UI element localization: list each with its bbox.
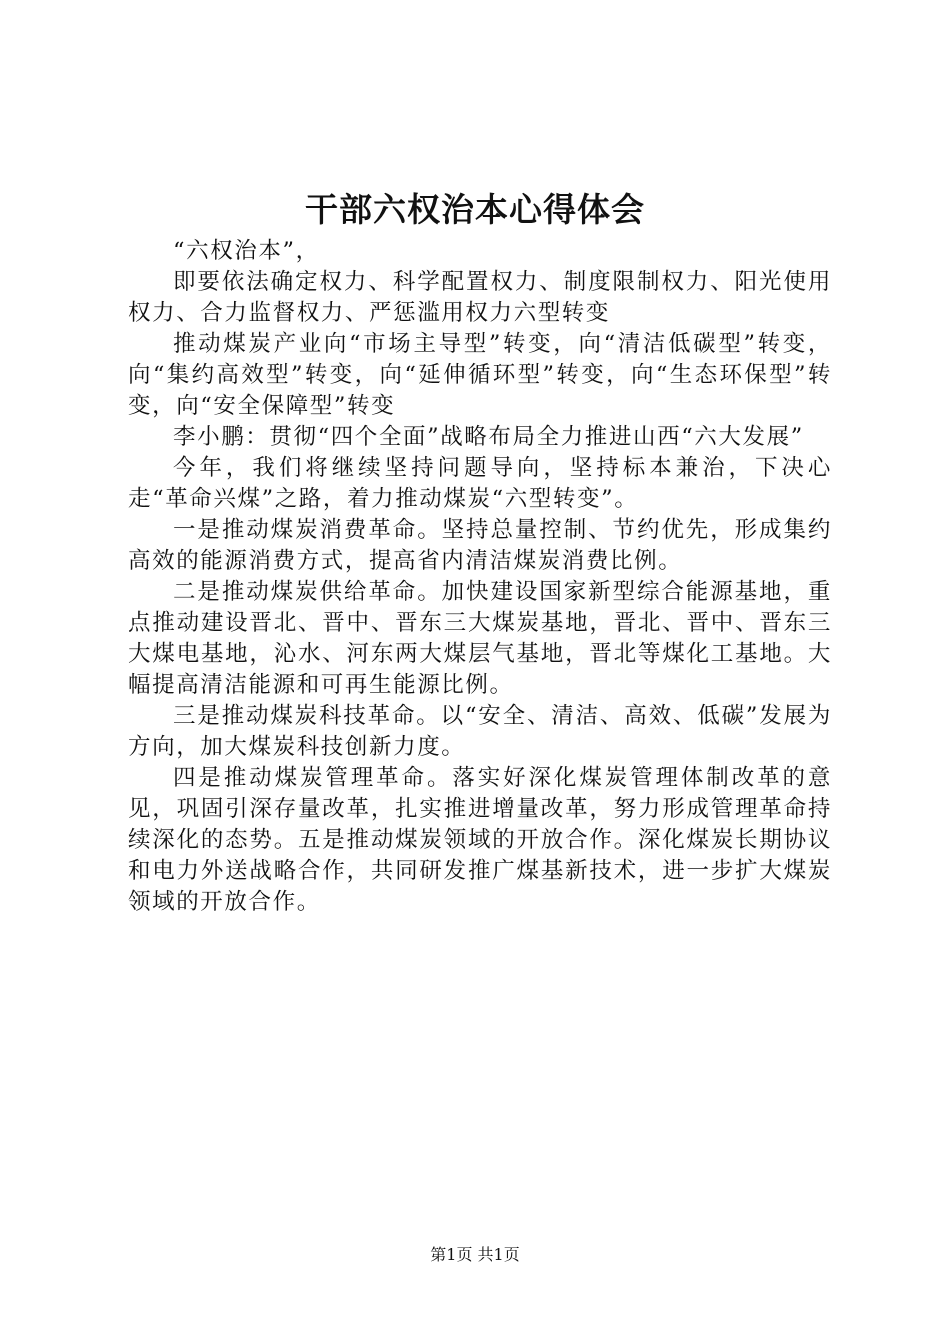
- paragraph-8: 三是推动煤炭科技革命。以“安全、清洁、高效、低碳”发展为方向，加大煤炭科技创新力度。: [128, 703, 832, 760]
- paragraph-4: 李小鹏：贯彻“四个全面”战略布局全力推进山西“六大发展”: [173, 424, 804, 450]
- paragraph-9: 四是推动煤炭管理革命。落实好深化煤炭管理体制改革的意见，巩固引深存量改革，扎实推进增量改革，努力形成管理革命持续深化的态势。五是推动煤炭领域的开放合作。深化煤炭长期协议和电力外送战略合作，共同研发推广煤基新技术，进一步扩大煤炭领域的开放合作。: [128, 765, 832, 915]
- paragraph-2: 即要依法确定权力、科学配置权力、制度限制权力、阳光使用权力、合力监督权力、严惩滥用权力六型转变: [128, 269, 832, 326]
- paragraph-3: 推动煤炭产业向“市场主导型”转变，向“清洁低碳型”转变，向“集约高效型”转变，向“延伸循环型”转变，向“生态环保型”转变，向“安全保障型”转变: [128, 331, 832, 419]
- paragraph-1: “六权治本”，: [173, 238, 320, 264]
- document-title: 干部六权治本心得体会: [305, 190, 645, 229]
- page-footer: 第1页 共1页: [430, 1245, 520, 1264]
- paragraph-7: 二是推动煤炭供给革命。加快建设国家新型综合能源基地，重点推动建设晋北、晋中、晋东三大煤炭基地，晋北、晋中、晋东三大煤电基地，沁水、河东两大煤层气基地，晋北等煤化工基地。大幅提高清洁能源和可再生能源比例。: [128, 579, 832, 698]
- paragraph-5: 今年，我们将继续坚持问题导向，坚持标本兼治，下决心走“革命兴煤”之路，着力推动煤炭“六型转变”。: [128, 455, 832, 512]
- paragraph-6: 一是推动煤炭消费革命。坚持总量控制、节约优先，形成集约高效的能源消费方式，提高省内清洁煤炭消费比例。: [128, 517, 832, 574]
- document-body: [128, 236, 832, 918]
